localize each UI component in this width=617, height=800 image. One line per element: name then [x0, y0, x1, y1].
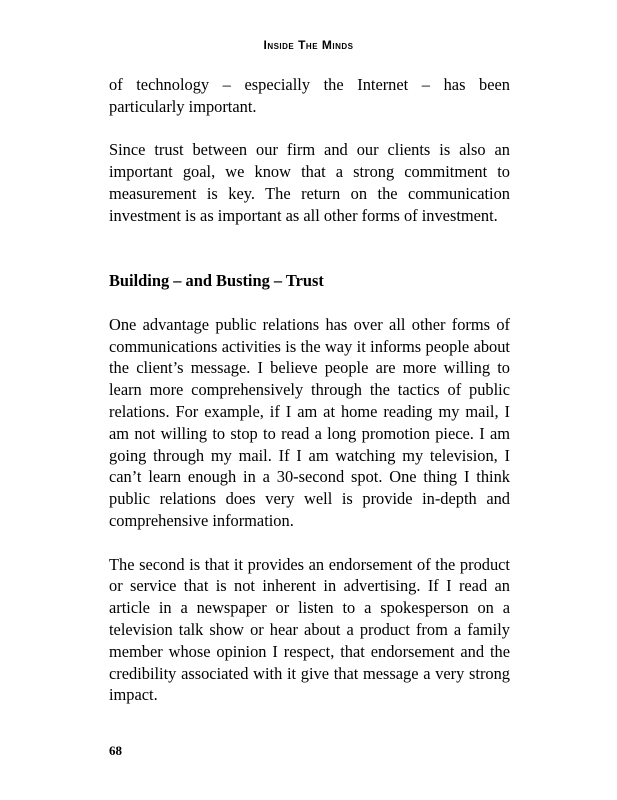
paragraph-spacer: [109, 227, 510, 249]
paragraph-spacer: [109, 292, 510, 314]
body-text: [109, 74, 510, 706]
paragraph-spacer: [109, 118, 510, 140]
paragraph-3: One advantage public relations has over all other forms of communications activities is the way it informs people about the client’s message. I believe people are more willing to learn more comprehensively through the tactics of public relations. For example, if I am at home reading my mail, I am not willing to stop to read a long promotion piece. I am going through my mail. If I am watching my television, I can’t learn enough in a 30-second spot. One thing I think public relations does very well is provide in-depth and comprehensive information.: [109, 314, 510, 530]
paragraph-spacer: [109, 248, 510, 270]
page-number: 68: [109, 743, 122, 758]
paragraph-4: The second is that it provides an endorsement of the product or service that is not inherent in advertising. If I read an article in a newspaper or listen to a spokesperson on a television talk show or hear about a product from a family member whose opinion I respect, that endorsement and the credibility associated with it give that message a very strong impact.: [109, 554, 510, 705]
paragraph-2: Since trust between our firm and our clients is also an important goal, we know that a strong commitment to measurement is key. The return on the communication investment is as important as all other forms of investment.: [109, 140, 510, 225]
paragraph-spacer: [109, 532, 510, 554]
section-heading: Building – and Busting – Trust: [109, 271, 324, 291]
paragraph-1: of technology – especially the Internet – has been particularly important.: [109, 75, 510, 116]
running-header: Inside The Minds: [263, 38, 354, 52]
